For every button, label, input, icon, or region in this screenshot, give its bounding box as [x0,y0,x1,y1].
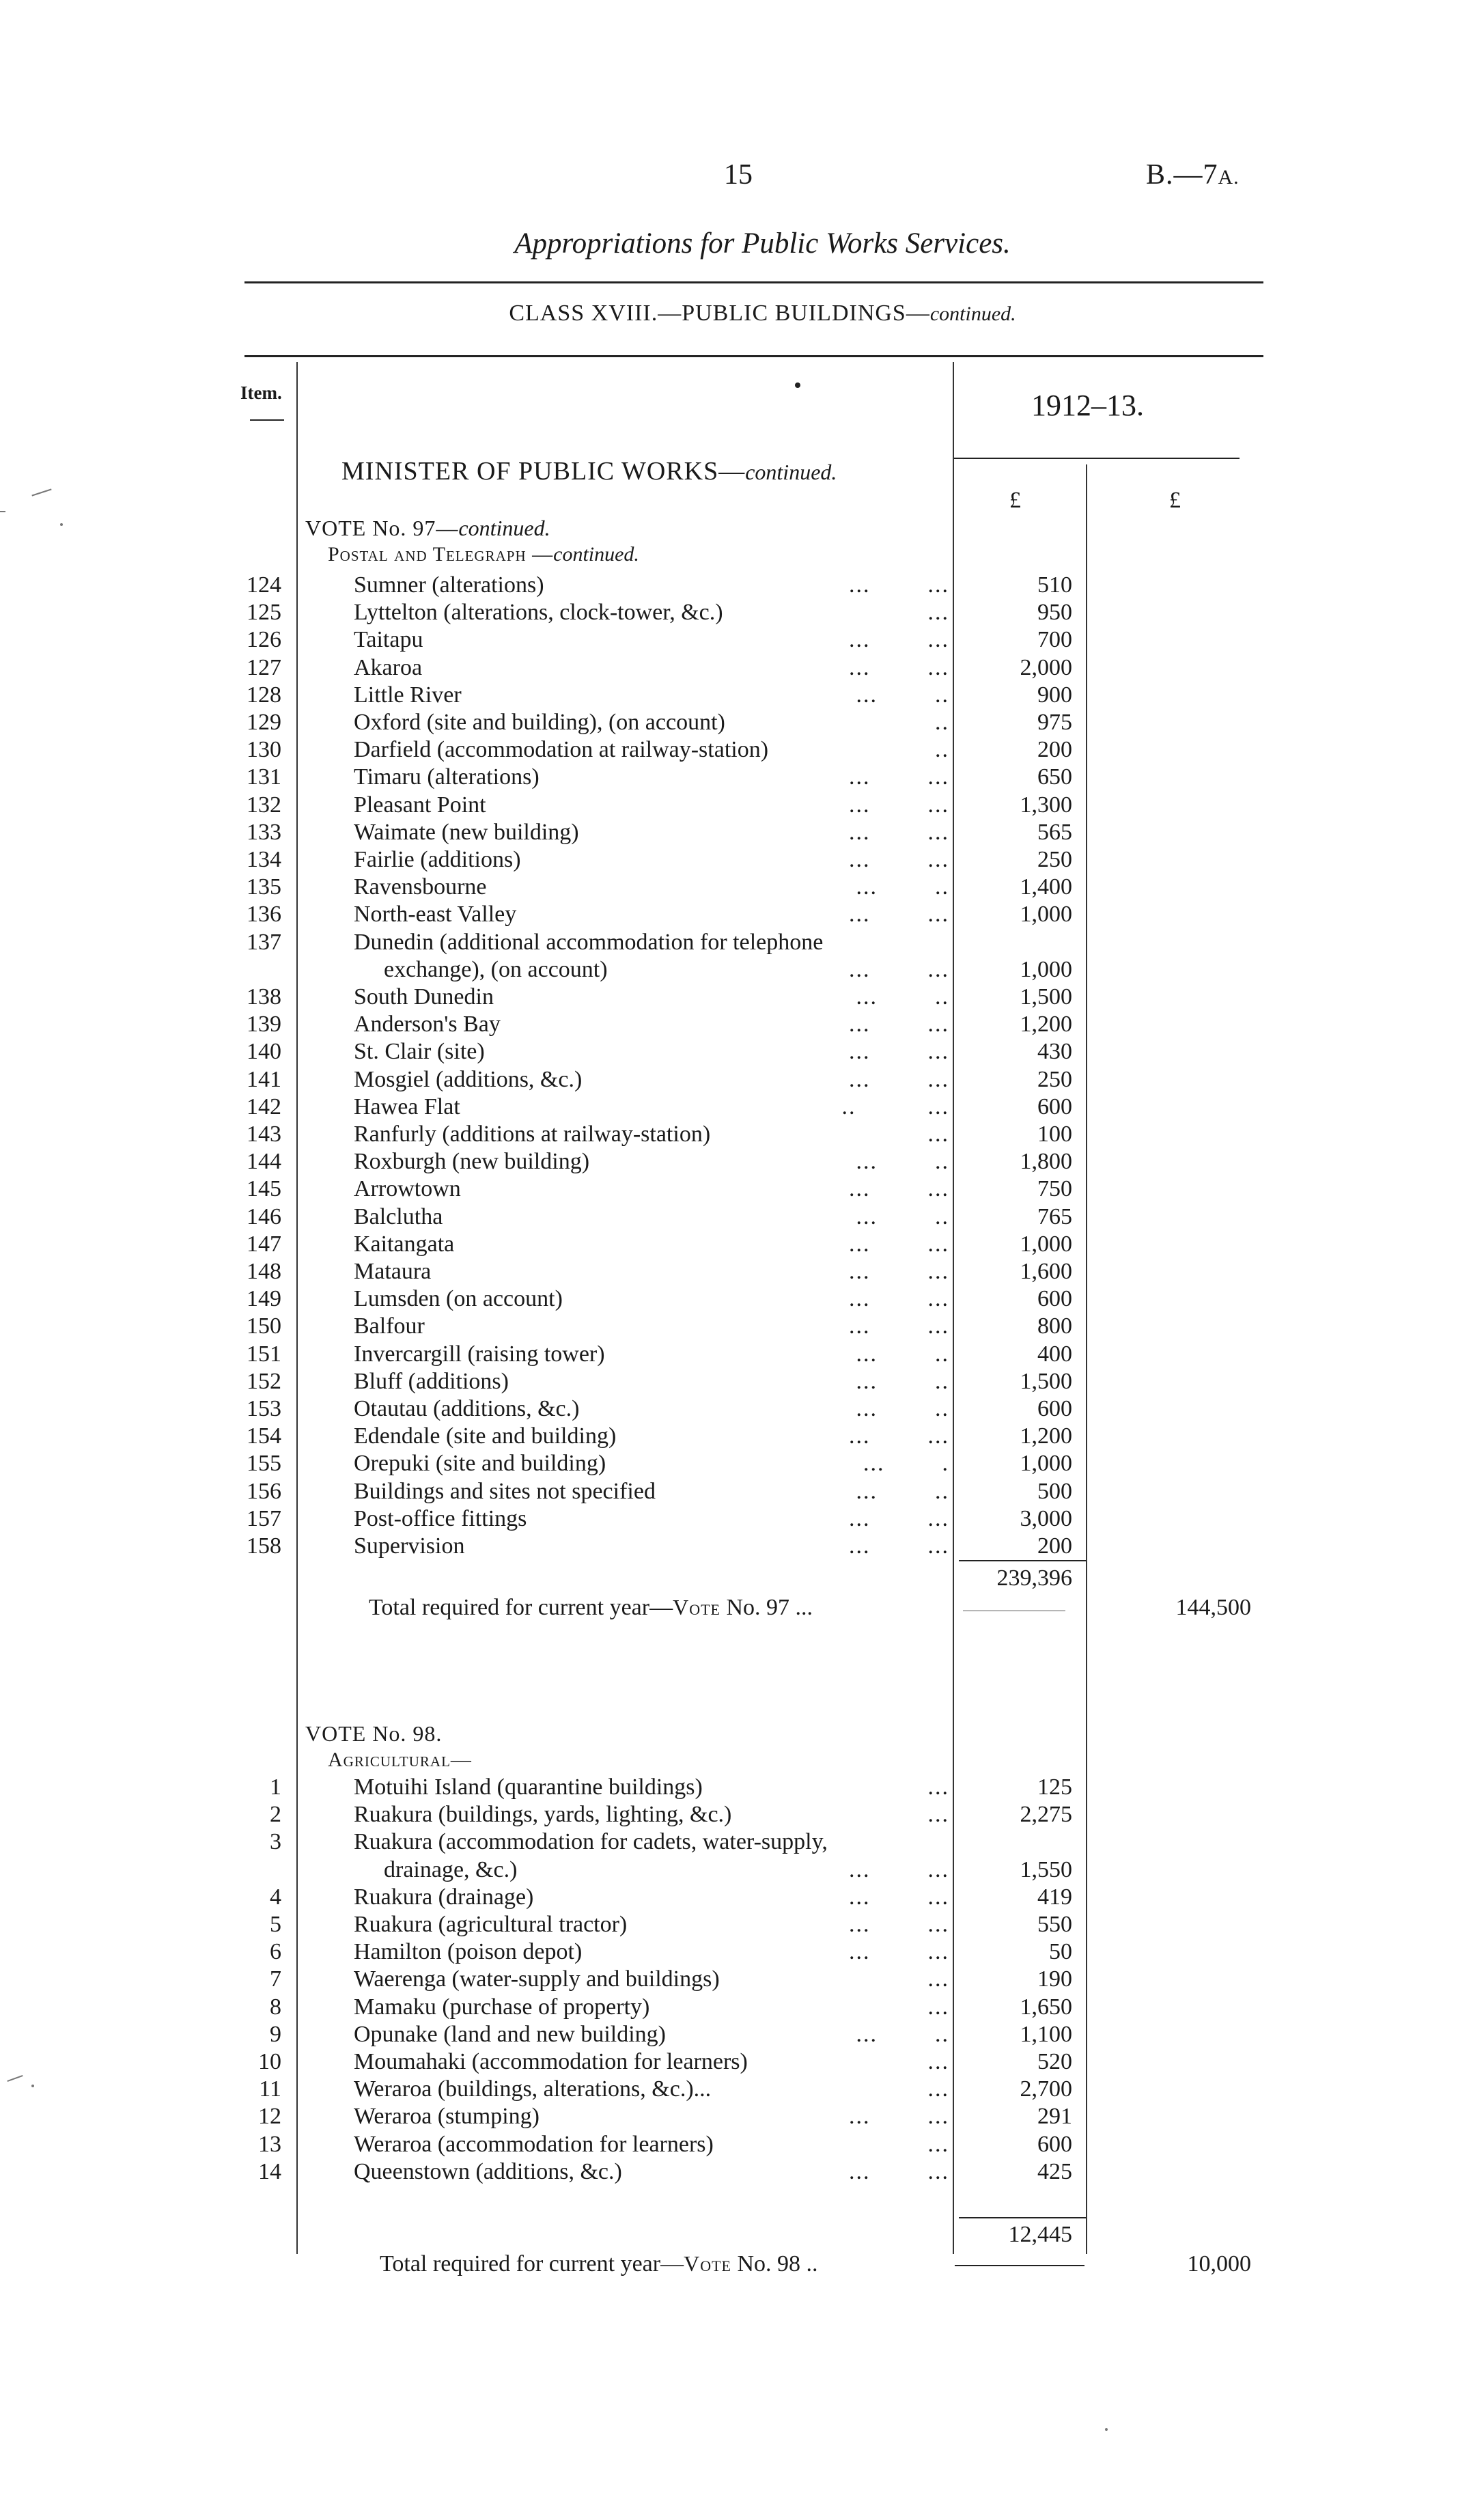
item-number: 149 [247,1286,281,1312]
item-amount: 1,800 [1020,1149,1072,1175]
item-number: 147 [247,1231,281,1257]
item-description: Lyttelton (alterations, clock-tower, &c.) [354,600,723,626]
item-number: 129 [247,710,281,735]
vote-98-item-row [0,2132,1484,2159]
item-header-underline [250,419,284,421]
vote-97-item-row [0,1176,1484,1203]
item-amount: 1,300 [1020,792,1072,818]
item-number: 146 [247,1203,281,1229]
leader-dots: ... .. [856,874,949,900]
vote-97-item-row [0,655,1484,682]
item-number: 11 [259,2076,281,2102]
item-amount: 750 [1037,1176,1072,1202]
vote-98-item-row [0,1802,1484,1829]
vote-98-item-row [0,2022,1484,2049]
item-description: Oxford (site and building), (on account) [354,710,725,735]
item-description: Hawea Flat [354,1094,460,1119]
item-number: 144 [247,1149,281,1175]
year-header-rule [954,458,1240,459]
item-amount: 400 [1037,1341,1072,1367]
item-description: Dunedin (additional accommodation for telephone [354,929,824,955]
vote-98-total-label [380,2251,818,2277]
item-amount: 600 [1037,1286,1072,1312]
item-number: 155 [247,1451,281,1477]
item-number: 124 [247,572,281,598]
item-number: 127 [247,654,281,680]
item-number: 1 [270,1774,281,1800]
vote-98-item-row [0,1966,1484,1994]
item-description: Ruakura (buildings, yards, lighting, &c.) [354,1802,732,1828]
item-description: Ravensbourne [354,874,487,900]
item-description: Arrowtown [354,1176,461,1202]
vote-98-subtotal-rule [959,2217,1086,2218]
item-number: 6 [270,1939,281,1965]
leader-dots: ... [927,2131,949,2157]
vote-97-heading [305,516,550,541]
leader-dots: ... [927,1994,949,2020]
leader-dots: ... ... [849,902,949,928]
vote-97-item-row [0,1533,1484,1561]
item-amount: 1,600 [1020,1259,1072,1284]
leader-dots: ... ... [849,847,949,872]
item-number: 125 [247,600,281,626]
item-number: 131 [247,764,281,790]
vote-97-item-row [0,1479,1484,1506]
class-heading [0,301,1484,326]
pound-sign-left: £ [1009,488,1021,513]
vote-98-subhead: Agricultural— [328,1749,472,1771]
item-description: Moumahaki (accommodation for learners) [354,2049,748,2074]
vote-97-subhead-label: Postal and Telegraph — [328,543,554,566]
doc-ref-suffix: A. [1218,166,1240,189]
vote-97-item-row [0,1094,1484,1122]
item-description: Opunake (land and new building) [354,2021,666,2047]
item-description: Akaroa [354,654,423,680]
leader-dots: ... [927,2076,949,2102]
item-number: 9 [270,2021,281,2047]
vote-98-item-row [0,1912,1484,1939]
vote-97-title: VOTE No. 97— [305,516,459,540]
leader-dots: ... ... [849,792,949,818]
vote-98-item-row [0,2104,1484,2131]
item-amount: 1,550 [1020,1856,1072,1882]
vote-97-item-row [0,792,1484,820]
leader-dots: ... [927,2049,949,2074]
item-number: 156 [247,1478,281,1504]
item-amount: 2,000 [1020,654,1072,680]
item-number: 142 [247,1094,281,1119]
page-title: Appropriations for Public Works Services. [514,227,1011,260]
leader-dots: ... ... [849,1066,949,1092]
item-amount: 800 [1037,1313,1072,1339]
item-number: 145 [247,1176,281,1202]
vote-98-item-row [0,1829,1484,1856]
item-description: Post-office fittings [354,1505,527,1531]
leader-dots: ... ... [849,1423,949,1449]
item-description: Timaru (alterations) [354,764,540,790]
item-description: Edendale (site and building) [354,1423,617,1449]
vote-97-total-label [369,1595,813,1621]
item-description: Roxburgh (new building) [354,1149,590,1175]
class-heading-continued: continued. [929,303,1016,325]
item-number: 126 [247,627,281,653]
leader-dots: ... ... [849,2104,949,2130]
vote-97-subhead [328,543,639,566]
vote-97-total-suffix: No. 97 ... [720,1595,813,1620]
leader-dots: ... [927,1966,949,1992]
item-description: Motuihi Island (quarantine buildings) [354,1774,703,1800]
leader-dots: ... ... [849,1313,949,1339]
leader-dots: ... .. [856,1368,949,1394]
pound-sign-right: £ [1169,488,1181,513]
item-description: Supervision [354,1533,465,1559]
vote-97-total-prefix: Total required for current year— [369,1595,673,1620]
vote-98-total-suffix: No. 98 .. [731,2251,818,2276]
item-number: 128 [247,682,281,708]
item-number: 136 [247,902,281,928]
margin-mark [0,511,5,512]
item-description: Bluff (additions) [354,1368,509,1394]
year-column-header: 1912–13. [1031,389,1144,422]
vote-97-item-row [0,1204,1484,1231]
item-number: 150 [247,1313,281,1339]
item-description: Mataura [354,1259,432,1284]
leader-dots: ... ... [849,1884,949,1910]
item-description: drainage, &c.) [384,1856,518,1882]
class-heading-main: CLASS XVIII.—PUBLIC BUILDINGS— [509,301,930,326]
vote-98-total-vote: Vote [684,2251,731,2276]
page-number: 15 [724,159,753,191]
item-number: 137 [247,929,281,955]
vote-98-item-row [0,1774,1484,1802]
item-amount: 50 [1049,1939,1072,1965]
margin-mark [31,488,51,496]
leader-dots: .. [935,737,949,763]
leader-dots: ... ... [849,1259,949,1284]
leader-dots: .. ... [841,1094,949,1119]
item-description: Orepuki (site and building) [354,1451,606,1477]
leader-dots: ... .. [856,1203,949,1229]
item-number: 7 [270,1966,281,1992]
item-number: 135 [247,874,281,900]
item-amount: 500 [1037,1478,1072,1504]
leader-dots: ... ... [849,2158,949,2184]
item-description: exchange), (on account) [384,956,608,982]
item-number: 4 [270,1884,281,1910]
vote-98-item-row [0,2159,1484,2186]
item-amount: 419 [1037,1884,1072,1910]
item-number: 138 [247,984,281,1009]
leader-dots: ... .. [856,1341,949,1367]
document-reference [1146,158,1240,191]
item-amount: 1,500 [1020,984,1072,1009]
vote-97-item-row [0,957,1484,984]
item-amount: 565 [1037,819,1072,845]
item-description: Little River [354,682,462,708]
item-description: Buildings and sites not specified [354,1478,656,1504]
vote-97-item-row [0,930,1484,957]
vote-97-continued: continued. [458,516,550,540]
leader-dots: ... ... [849,1286,949,1312]
item-description: Pleasant Point [354,792,486,818]
item-amount: 2,700 [1020,2076,1072,2102]
vote-97-item-row [0,682,1484,710]
item-description: Waerenga (water-supply and buildings) [354,1966,720,1992]
item-amount: 1,000 [1020,1451,1072,1477]
leader-dots: ... ... [849,764,949,790]
vote-97-item-row [0,1039,1484,1066]
title-rule [244,281,1263,283]
vote-97-item-row [0,1451,1484,1478]
leader-dots: ... .. [856,984,949,1009]
item-description: Queenstown (additions, &c.) [354,2158,622,2184]
item-number: 154 [247,1423,281,1449]
item-amount: 900 [1037,682,1072,708]
leader-dots: ... ... [849,1856,949,1882]
vote-98-item-row [0,1857,1484,1884]
leader-dots: ... [927,1774,949,1800]
vote-97-item-row [0,1313,1484,1341]
item-amount: 975 [1037,710,1072,735]
item-number: 3 [270,1829,281,1855]
vote-97-item-row [0,1122,1484,1149]
leader-dots: ... ... [849,1012,949,1037]
item-amount: 520 [1037,2049,1072,2074]
item-description: Weraroa (stumping) [354,2104,540,2130]
item-description: Kaitangata [354,1231,455,1257]
item-amount: 1,400 [1020,874,1072,900]
leader-dots: ... ... [849,1912,949,1937]
vote-98-subtotal: 12,445 [1008,2222,1072,2247]
item-description: Weraroa (buildings, alterations, &c.)... [354,2076,712,2102]
item-amount: 250 [1037,847,1072,872]
item-description: Sumner (alterations) [354,572,544,598]
item-number: 148 [247,1259,281,1284]
item-description: Ruakura (drainage) [354,1884,534,1910]
vote-97-item-row [0,1149,1484,1176]
vote-97-item-row [0,1369,1484,1396]
vote-98-item-row [0,2049,1484,2076]
item-column-header: Item. [240,382,282,403]
vote-97-item-row [0,1067,1484,1094]
item-amount: 600 [1037,2131,1072,2157]
leader-dots: ... [927,1122,949,1147]
item-description: Otautau (additions, &c.) [354,1396,580,1421]
item-number: 139 [247,1012,281,1037]
item-number: 141 [247,1066,281,1092]
item-number: 134 [247,847,281,872]
vote-98-total-prefix: Total required for current year— [380,2251,684,2276]
leader-dots: ... ... [849,654,949,680]
leader-dots: ... ... [849,1176,949,1202]
item-number: 152 [247,1368,281,1394]
item-amount: 510 [1037,572,1072,598]
item-number: 140 [247,1039,281,1065]
item-number: 133 [247,819,281,845]
item-amount: 430 [1037,1039,1072,1065]
item-amount: 1,100 [1020,2021,1072,2047]
item-amount: 425 [1037,2158,1072,2184]
item-amount: 1,200 [1020,1423,1072,1449]
item-description: Anderson's Bay [354,1012,501,1037]
item-number: 130 [247,737,281,763]
item-description: Waimate (new building) [354,819,579,845]
leader-dots: ... ... [849,1039,949,1065]
vote-97-total: 144,500 [1175,1595,1251,1620]
item-amount: 200 [1037,1533,1072,1559]
item-number: 151 [247,1341,281,1367]
leader-dots: ... ... [849,1505,949,1531]
item-amount: 190 [1037,1966,1072,1992]
table-top-rule [244,355,1263,357]
minister-heading-main: MINISTER OF PUBLIC WORKS— [341,457,746,486]
item-amount: 700 [1037,627,1072,653]
vote-97-item-row [0,572,1484,600]
leader-dots: ... ... [849,956,949,982]
item-number: 12 [258,2104,281,2130]
margin-mark [1105,2428,1108,2431]
minister-heading [341,456,837,486]
vote-97-item-row [0,1286,1484,1313]
leader-dots: ... ... [849,1231,949,1257]
item-number: 2 [270,1802,281,1828]
item-amount: 200 [1037,737,1072,763]
item-description: North-east Valley [354,902,517,928]
item-description: Invercargill (raising tower) [354,1341,605,1367]
item-amount: 3,000 [1020,1505,1072,1531]
vote-97-item-row [0,1341,1484,1369]
vote-98-heading: VOTE No. 98. [305,1721,443,1746]
item-description: Mosgiel (additions, &c.) [354,1066,583,1092]
item-description: Weraroa (accommodation for learners) [354,2131,714,2157]
vote-97-item-row [0,1423,1484,1451]
vote-97-item-row [0,1506,1484,1533]
item-description: Mamaku (purchase of property) [354,1994,650,2020]
vote-97-item-row [0,1396,1484,1423]
vote-97-total-vote: Vote [673,1595,720,1619]
item-number: 14 [258,2158,281,2184]
item-amount: 550 [1037,1912,1072,1937]
vote-97-item-row [0,847,1484,874]
leader-dots: ... .. [856,1149,949,1175]
item-description: South Dunedin [354,984,494,1009]
vote-97-subhead-continued: continued. [553,543,639,566]
item-number: 143 [247,1122,281,1147]
leader-dots: ... .. [856,2021,949,2047]
leader-dots: ... ... [849,819,949,845]
item-description: St. Clair (site) [354,1039,485,1065]
vote-97-item-row [0,984,1484,1012]
vote-97-item-row [0,1231,1484,1259]
vote-97-item-row [0,874,1484,902]
item-number: 5 [270,1912,281,1937]
vote-97-item-row [0,1012,1484,1039]
vote-98-total: 10,000 [1187,2251,1251,2276]
item-number: 10 [258,2049,281,2074]
item-description: Darfield (accommodation at railway-station) [354,737,769,763]
margin-mark [795,382,800,388]
vote-97-subtotal-rule [959,1560,1086,1561]
item-description: Hamilton (poison depot) [354,1939,583,1965]
item-number: 157 [247,1505,281,1531]
item-amount: 291 [1037,2104,1072,2130]
item-amount: 765 [1037,1203,1072,1229]
item-description: Ruakura (agricultural tractor) [354,1912,628,1937]
item-number: 8 [270,1994,281,2020]
item-description: Fairlie (additions) [354,847,521,872]
vote-97-item-row [0,600,1484,627]
leader-dots: ... ... [849,572,949,598]
item-amount: 650 [1037,764,1072,790]
item-amount: 950 [1037,600,1072,626]
item-description: Lumsden (on account) [354,1286,563,1312]
doc-ref-main: B.—7 [1146,159,1218,191]
item-description: Balfour [354,1313,425,1339]
vote-98-item-row [0,1884,1484,1912]
item-amount: 1,000 [1020,956,1072,982]
leader-dots: ... . [863,1451,949,1477]
vote-97-item-row [0,627,1484,654]
vote-98-item-row [0,1994,1484,2022]
vote-97-item-row [0,1259,1484,1286]
vote-97-item-row [0,902,1484,929]
leader-dots: ... .. [856,1478,949,1504]
item-number: 153 [247,1396,281,1421]
item-number: 132 [247,792,281,818]
leader-dots: .. [935,710,949,735]
item-amount: 1,000 [1020,1231,1072,1257]
item-description: Ruakura (accommodation for cadets, water-supply, [354,1829,828,1855]
item-amount: 600 [1037,1396,1072,1421]
item-amount: 125 [1037,1774,1072,1800]
leader-dots: ... [927,1802,949,1828]
leader-dots: ... .. [856,1396,949,1421]
leader-dots: ... ... [849,1533,949,1559]
leader-dots: ... ... [849,1939,949,1965]
item-amount: 250 [1037,1066,1072,1092]
minister-heading-continued: continued. [745,460,837,484]
margin-mark [31,2085,34,2087]
margin-mark [60,523,63,526]
vote-97-item-row [0,820,1484,847]
item-amount: 600 [1037,1094,1072,1119]
item-description: Ranfurly (additions at railway-station) [354,1122,711,1147]
item-description: Taitapu [354,627,423,653]
leader-dots: ... [927,600,949,626]
vote-98-item-row [0,1939,1484,1966]
item-amount: 2,275 [1020,1802,1072,1828]
item-amount: 1,200 [1020,1012,1072,1037]
item-description: Balclutha [354,1203,443,1229]
leader-dots: ... ... [849,627,949,653]
item-number: 158 [247,1533,281,1559]
item-amount: 1,500 [1020,1368,1072,1394]
item-amount: 100 [1037,1122,1072,1147]
vote-97-item-row [0,710,1484,737]
vote-97-subtotal: 239,396 [996,1565,1072,1591]
item-amount: 1,000 [1020,902,1072,928]
item-amount: 1,650 [1020,1994,1072,2020]
vote-98-total-rule [955,2265,1084,2266]
leader-dots: ... .. [856,682,949,708]
vote-97-item-row [0,737,1484,764]
vote-98-item-row [0,2076,1484,2104]
vote-97-item-row [0,764,1484,792]
item-number: 13 [258,2131,281,2157]
